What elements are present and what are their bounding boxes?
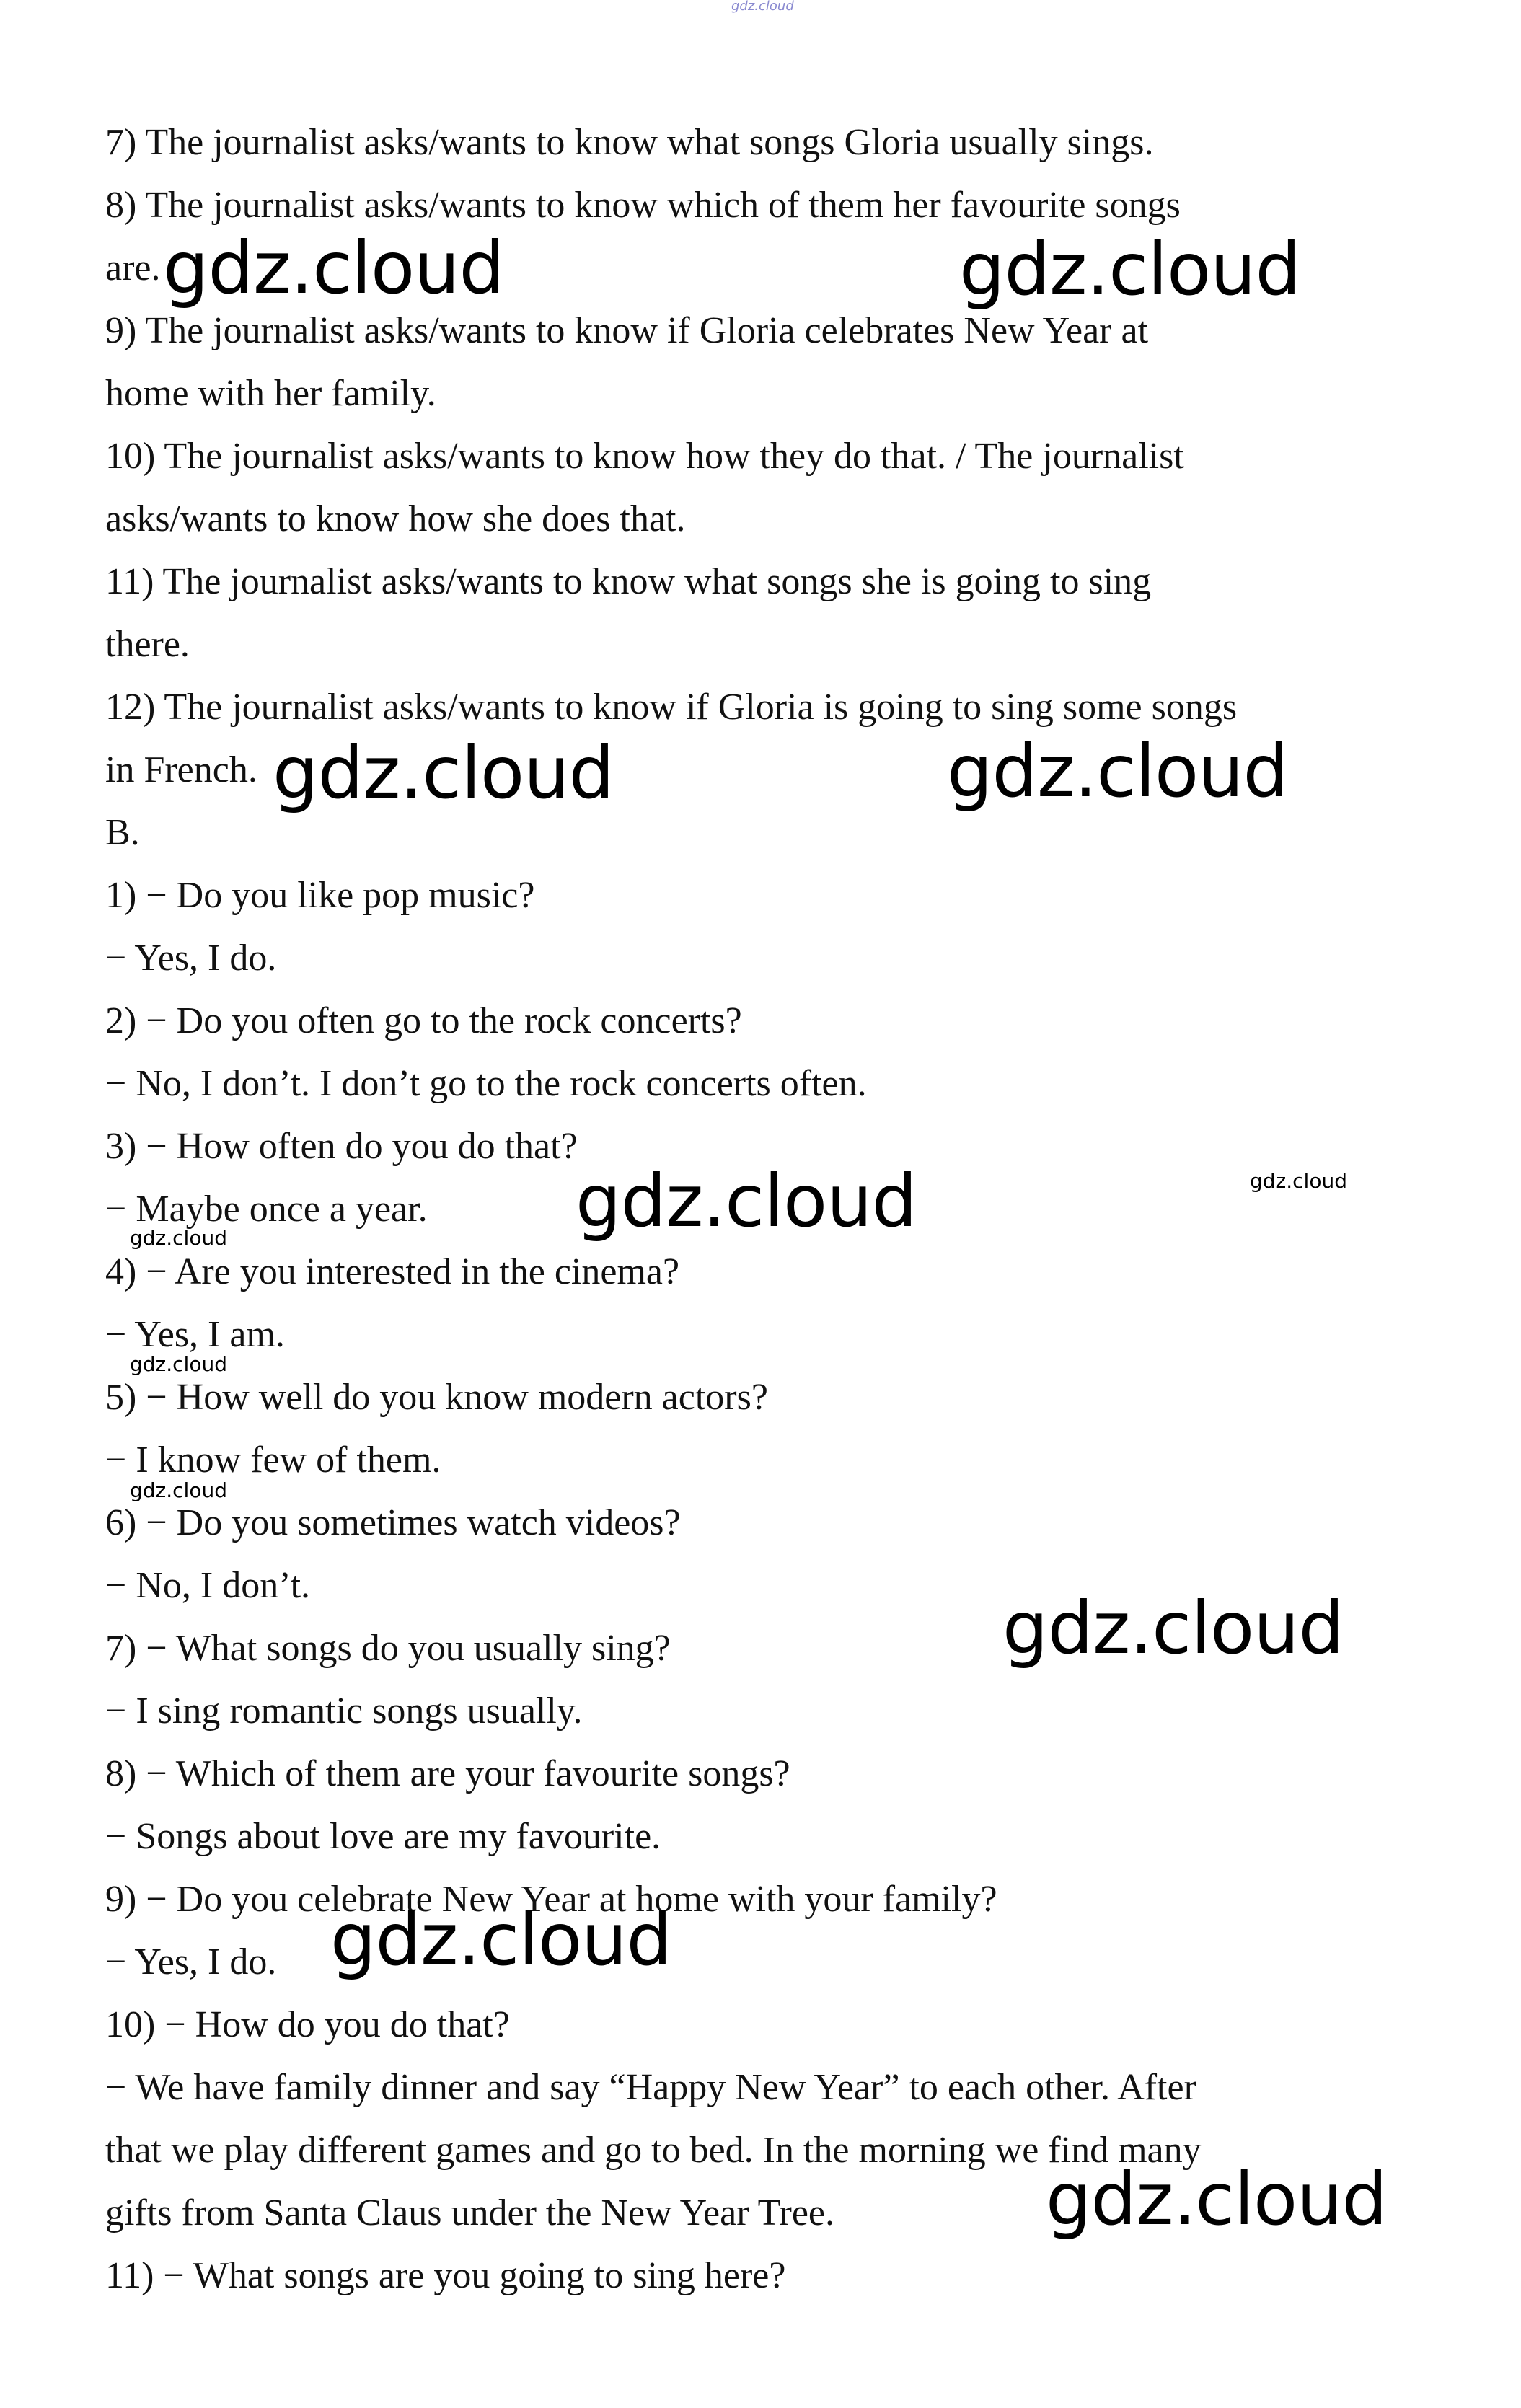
- watermark: gdz.cloud: [1002, 1586, 1344, 1670]
- watermark: gdz.cloud: [330, 1897, 672, 1982]
- text-line: 6) − Do you sometimes watch videos?: [105, 1502, 681, 1543]
- watermark: gdz.cloud: [576, 1159, 917, 1243]
- text-line: 7) The journalist asks/wants to know what songs Gloria usually sings.: [105, 122, 1154, 163]
- text-line: that we play different games and go to bed. In the morning we find many: [105, 2130, 1202, 2171]
- text-line: − Maybe once a year.: [105, 1188, 428, 1230]
- watermark: gdz.cloud: [273, 731, 614, 815]
- text-line: 8) The journalist asks/wants to know which of them her favourite songs: [105, 185, 1181, 226]
- text-line: 2) − Do you often go to the rock concerts?: [105, 1000, 742, 1041]
- text-line: 5) − How well do you know modern actors?: [105, 1377, 768, 1418]
- text-line: − No, I don’t.: [105, 1565, 311, 1606]
- text-line: 9) The journalist asks/wants to know if Gloria celebrates New Year at: [105, 310, 1149, 351]
- text-line: 9) − Do you celebrate New Year at home with your family?: [105, 1879, 997, 1920]
- watermark: gdz.cloud: [947, 729, 1289, 813]
- text-line: asks/wants to know how she does that.: [105, 498, 686, 539]
- section-heading: B.: [105, 812, 140, 853]
- text-line: 12) The journalist asks/wants to know if Gloria is going to sing some songs: [105, 687, 1238, 728]
- text-line: 7) − What songs do you usually sing?: [105, 1628, 671, 1669]
- text-line: home with her family.: [105, 373, 436, 414]
- text-line: 10) The journalist asks/wants to know how they do that. / The journalist: [105, 436, 1184, 477]
- text-line: 3) − How often do you do that?: [105, 1126, 578, 1167]
- text-line: − We have family dinner and say “Happy New Year” to each other. After: [105, 2067, 1196, 2108]
- text-line: there.: [105, 624, 190, 665]
- watermark-small: gdz.cloud: [130, 1226, 227, 1250]
- text-line: − No, I don’t. I don’t go to the rock concerts often.: [105, 1063, 867, 1104]
- text-line: 8) − Which of them are your favourite songs?: [105, 1753, 790, 1794]
- watermark-small: gdz.cloud: [130, 1352, 227, 1376]
- text-line: 1) − Do you like pop music?: [105, 875, 535, 916]
- text-line: − Yes, I do.: [105, 938, 277, 979]
- text-line: 11) − What songs are you going to sing here?: [105, 2255, 786, 2296]
- text-line: 11) The journalist asks/wants to know what songs she is going to sing: [105, 561, 1152, 602]
- watermark: gdz.cloud: [959, 227, 1301, 312]
- text-line: − I sing romantic songs usually.: [105, 1690, 583, 1732]
- text-line: − Yes, I am.: [105, 1314, 285, 1355]
- watermark-top: gdz.cloud: [731, 0, 794, 14]
- text-line: are.: [105, 247, 161, 288]
- watermark: gdz.cloud: [163, 226, 505, 310]
- watermark-small: gdz.cloud: [1250, 1169, 1347, 1193]
- text-line: gifts from Santa Claus under the New Year Tree.: [105, 2192, 834, 2233]
- text-line: − I know few of them.: [105, 1439, 441, 1481]
- text-line: in French.: [105, 749, 257, 790]
- text-line: − Songs about love are my favourite.: [105, 1816, 661, 1857]
- text-line: − Yes, I do.: [105, 1941, 277, 1983]
- text-line: 4) − Are you interested in the cinema?: [105, 1251, 680, 1292]
- watermark-small: gdz.cloud: [130, 1478, 227, 1502]
- text-line: 10) − How do you do that?: [105, 2004, 510, 2045]
- watermark: gdz.cloud: [1046, 2157, 1388, 2241]
